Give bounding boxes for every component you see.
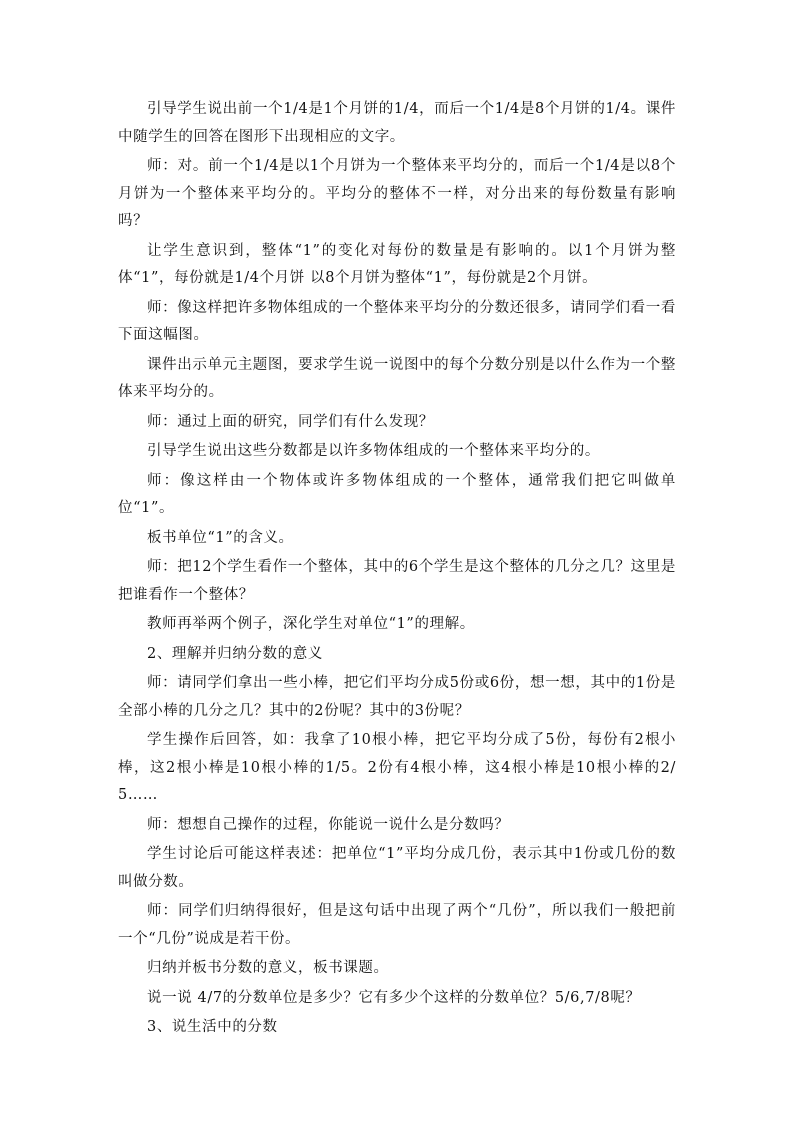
paragraph: 说一说 4/7的分数单位是多少？它有多少个这样的分数单位？5/6,7/8呢？ (147, 989, 641, 1006)
section-heading: 2、理解并归纳分数的意义 (147, 645, 323, 662)
paragraph: 引导学生说出前一个1/4是1个月饼的1/4，而后一个1/4是8个月饼的1/4。课件中随学生的回答在图形下出现相应的文字。 (118, 101, 676, 145)
paragraph: 板书单位“1”的含义。 (147, 529, 294, 546)
document-body (118, 96, 676, 1044)
paragraph: 引导学生说出这些分数都是以许多物体组成的一个整体来平均分的。 (147, 443, 600, 459)
paragraph: 归纳并板书分数的意义，板书课题。 (147, 960, 389, 976)
paragraph: 师：对。前一个1/4是以1个月饼为一个整体来平均分的，而后一个1/4是以8个月饼为一个整体来平均分的。平均分的整体不一样，对分出来的每份数量有影响吗？ (118, 158, 676, 229)
paragraph: 让学生意识到，整体“1”的变化对每份的数量是有影响的。以1个月饼为整体“1”，每份就是1/4个月饼 以8个月饼为整体“1”，每份就是2个月饼。 (118, 242, 676, 286)
paragraph: 师：请同学们拿出一些小棒，把它们平均分成5份或6份，想一想，其中的1份是全部小棒的几分之几？其中的2份呢？其中的3份呢？ (118, 675, 676, 719)
section-heading: 3、说生活中的分数 (147, 1019, 278, 1035)
paragraph: 课件出示单元主题图，要求学生说一说图中的每个分数分别是以什么作为一个整体来平均分的。 (118, 356, 676, 400)
paragraph: 师：把12个学生看作一个整体，其中的6个学生是这个整体的几分之几？这里是把谁看作一个整体？ (118, 559, 676, 603)
paragraph: 师：想想自己操作的过程，你能说一说什么是分数吗？ (147, 816, 510, 833)
paragraph: 学生操作后回答，如：我拿了10根小棒，把它平均分成了5份，每份有2根小棒，这2根小棒是10根小棒的1/5。2份有4根小棒，这4根小棒是10根小棒的2/5…… (118, 732, 676, 803)
paragraph: 学生讨论后可能这样表述：把单位“1”平均分成几份，表示其中1份或几份的数叫做分数。 (118, 846, 676, 890)
paragraph: 师：像这样把许多物体组成的一个整体来平均分的分数还很多，请同学们看一看下面这幅图。 (118, 299, 676, 343)
paragraph: 教师再举两个例子，深化学生对单位“1”的理解。 (147, 616, 475, 632)
paragraph: 师：通过上面的研究，同学们有什么发现？ (147, 413, 434, 430)
paragraph: 师：像这样由一个物体或许多物体组成的一个整体，通常我们把它叫做单位“1”。 (118, 472, 676, 516)
paragraph: 师：同学们归纳得很好，但是这句话中出现了两个“几份”，所以我们一般把前一个“几份”说成是若干份。 (118, 903, 676, 947)
